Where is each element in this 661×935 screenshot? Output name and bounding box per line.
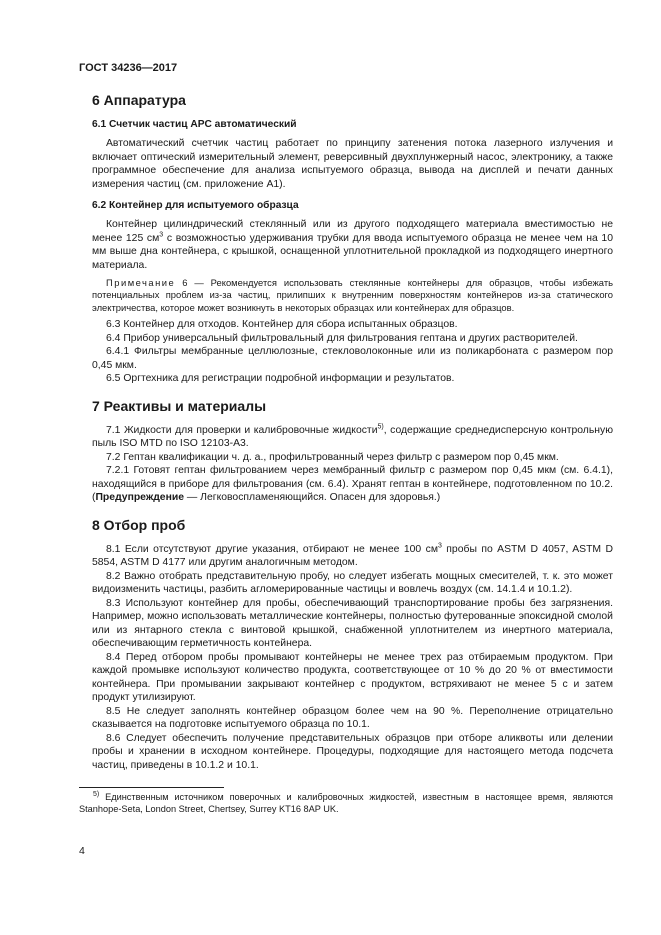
paragraph-7-2-1 [92, 464, 613, 505]
paragraph-6-4: 6.4 Прибор универсальный фильтровальный для фильтрования гептана и других растворителей. [106, 332, 578, 344]
section-6-title: 6 Аппаратура [92, 92, 186, 108]
paragraph-7-1 [92, 424, 613, 451]
note-label: Примечание [106, 277, 176, 288]
footnote-paragraph [79, 791, 613, 815]
warning-label: Предупреждение [95, 492, 185, 504]
footnote-mark: 5) [93, 790, 100, 798]
cubic-superscript: 3 [159, 231, 164, 239]
paragraph-6-1: Автоматический счетчик частиц работает по принципу затенения потока лазерного излучения и включает оптический измерительный элемент, реверсивный двухплунжерный насос, электронику, а также программное обеспечение для анализа испытуемого образца, вывода на дисплей и печати данных измерения частиц (см. приложение А1). [92, 138, 613, 190]
paragraph-8-6: 8.6 Следует обеспечить получение представительных образцов при отборе аликвоты или делении пробы и хранении в исходном контейнере. Процедуры, подходящие для настоящего метода подсчета частиц, приведены в 10.1.2 и 10.1. [92, 732, 613, 771]
paragraph-8-1-part-a: 8.1 Если отсутствуют другие указания, отбирают не менее 100 см [106, 543, 438, 555]
note-text: 6 — Рекомендуется использовать стеклянные контейнеры для образцов, чтобы избежать потенциальных проблем из-за частиц, прилипших к внутренним поверхностям контейнеров из-за статического электричества, которое может возникнуть в некоторых образцах или контейнерах для образцов. [92, 277, 613, 313]
section-8-title: 8 Отбор проб [92, 516, 186, 533]
page-number: 4 [79, 845, 85, 857]
document-code: ГОСТ 34236—2017 [79, 62, 178, 74]
footnote-divider [79, 787, 224, 788]
paragraph-7-1-part-a: 7.1 Жидкости для проверки и калибровочные жидкости [106, 424, 378, 436]
footnote-text: Единственным источником поверочных и калибровочных жидкостей, известным в настоящее время, являются Stanhope-Seta, London Street, Chertsey, Surrey KT16 8AP UK. [79, 792, 613, 814]
paragraph-6-3: 6.3 Контейнер для отходов. Контейнер для сбора испытанных образцов. [106, 319, 458, 331]
paragraph-8-2: 8.2 Важно отобрать представительную пробу, но следует избегать мощных смесителей, т. к. это может видоизменить частицы, разбить агломерированные частицы и вовлечь воздух (см. 14.1.4 и 10.1.2). [92, 570, 613, 596]
cubic-superscript: 3 [437, 542, 442, 550]
section-7-title: 7 Реактивы и материалы [92, 397, 267, 414]
paragraph-7-2-1-part-b: — Легковоспламеняющийся. Опасен для здоровья.) [184, 492, 441, 504]
paragraph-6-2-part-b: с возможностью удерживания трубки для ввода испытуемого образца не менее чем на 10 мм выше дна контейнера, с крышкой, оснащенной уплотнительной прокладкой из подходящего инертного материала. [92, 232, 613, 271]
page-content [92, 92, 613, 772]
paragraph-8-1 [92, 543, 613, 570]
paragraph-7-2: 7.2 Гептан квалификации ч. д. а., профильтрованный через фильтр с размером пор 0,45 мкм. [106, 451, 559, 463]
paragraph-8-1-part-b: пробы по ASTM D 4057, ASTM D 5854, ASTM D 4177 или другим аналогичным методом. [92, 543, 614, 569]
paragraph-6-5: 6.5 Оргтехника для регистрации подробной информации и результатов. [106, 373, 455, 385]
paragraph-6-2 [92, 218, 613, 272]
paragraph-7-2-1-part-a: 7.2.1 Готовят гептан фильтрованием через мембранный фильтр с размером пор 0,45 мкм (см. 6.4.1), находящийся в приборе для фильтрования (см. 6.4). Хранят гептан в контейнере, подготовленном по 10.2. ( [92, 465, 613, 504]
subsection-6-2-title: 6.2 Контейнер для испытуемого образца [92, 200, 299, 211]
paragraph-6-2-part-a: Контейнер цилиндрический стеклянный или из другого подходящего материала вместимостью не менее 125 см [92, 219, 613, 244]
paragraph-8-3: 8.3 Используют контейнер для пробы, обеспечивающий транспортирование пробы без загрязнения. Например, можно использовать металлические контейнеры, полностью футерованные эпоксидной смолой или из янтарного стекла с винтовой крышкой, снабженной уплотнителем из инертного материала, обеспечивающим герметичность контейнера. [92, 597, 613, 650]
paragraph-8-4: 8.4 Перед отбором пробы промывают контейнеры не менее трех раз отбираемым продуктом. При каждой промывке используют количество продукта, соответствующее от 10 % до 20 % от вместимости контейнера. При промывании закрывают контейнер с продуктом, встряхивают не менее 5 с и затем продукт утилизируют. [92, 651, 613, 704]
footnote [79, 791, 613, 815]
note-6 [92, 277, 613, 314]
paragraph-7-1-part-b: , содержащие среднедисперсную контрольную пыль ISO MTD по ISO 12103-A3. [92, 424, 613, 450]
subsection-6-1-title: 6.1 Счетчик частиц APC автоматический [92, 119, 297, 130]
paragraph-6-4-1: 6.4.1 Фильтры мембранные целлюлозные, стекловолоконные или из поликарбоната с размером пор 0,45 мкм. [92, 346, 613, 371]
footnote-ref: 5) [377, 423, 384, 431]
paragraph-8-5: 8.5 Не следует заполнять контейнер образцом более чем на 90 %. Переполнение отрицательно сказывается на подготовке испытуемого образца по 10.1. [92, 705, 613, 731]
